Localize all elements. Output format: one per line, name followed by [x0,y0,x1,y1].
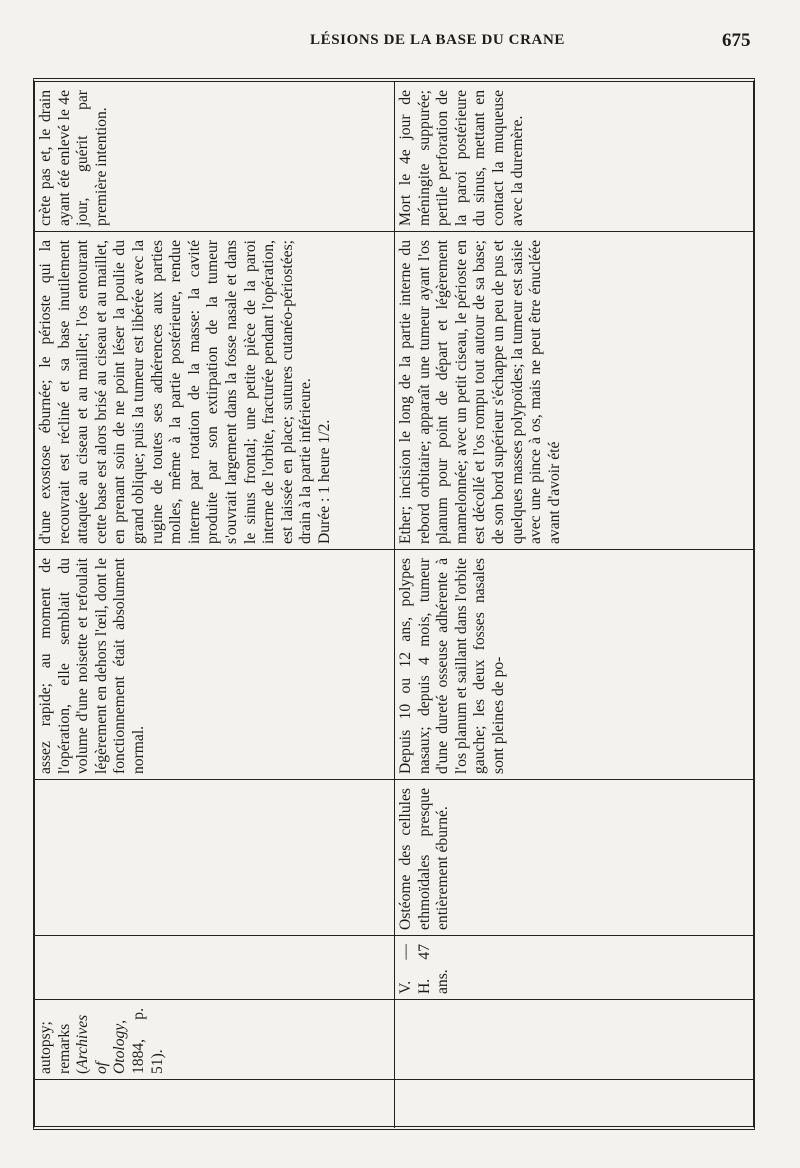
cell-case-lower [394,936,753,1000]
cell-source-lower [394,1000,753,1080]
source-text-a: autopsy; remarks ( [37,1021,92,1074]
cell-source-upper [35,1000,394,1080]
cell-case-upper [35,936,394,1000]
column-operation [35,232,753,550]
result-lower-text: Mort le 4e jour de méningite suppurée; pertile perforation de la paroi postérieure du sinus, mettant en contact la muqueuse avec la duremère. [397,90,526,226]
cell-result-lower [394,82,753,232]
cell-result-upper [35,82,394,232]
source-upper-text [37,1008,167,1074]
column-result [35,82,753,232]
page-number: 675 [722,30,751,51]
column-case [35,936,753,1000]
result-upper-text: crète pas et, le drain ayant été enlevé le 4e jour, guérit par première intention. [37,90,110,226]
column-empty [35,1080,753,1128]
running-header [0,30,800,60]
cell-symptoms-lower [394,550,753,780]
diagnosis-lower-text: Ostéome des cellules ethmoïdales presque entièrement éburné. [397,788,452,930]
operation-upper-text: d'une exostose éburnée; le périoste qui la recouvrait est récliné et sa base inutilement attaquée au ciseau et au maillet; l'os entourant cette base est alors brisé au ciseau et au maillet, en prenant soin de ne point léser la poulie du grand oblique; puis la tumeur est libérée avec la rugine de toutes ses adhérences aux parties molles, même à la partie postérieure, rendue interne par rotation de la masse: la cavité produite par son extirpation de la tumeur s'ouvrait largement dans la fosse nasale et dans le sinus frontal; une petite pièce de la paroi interne de l'orbite, fracturée pendant l'opération, est laissée en place; sutures cutanéo-périostées; drain à la partie inférieure. [37,240,315,544]
column-symptoms [35,550,753,780]
cell-empty-lower [394,1080,753,1128]
cell-diagnosis-lower [394,780,753,936]
operation-duration: Durée : 1 heure 1/2. [315,419,333,544]
operation-lower-text: Ether; incision le long de la partie interne du rebord orbitaire; apparaît une tumeur ayant l'os planum pour point de départ et légèrement mamelonnée; avec un petit ciseau, le périoste en est décollé et l'os rompu tout autour de sa base; de son bord supérieur s'échappe un peu de pus et quelques masses polypoïdes; la tumeur est saisie avec une pince à os, mais ne peut être énucléée avant d'avoir été [397,240,563,544]
case-lower-text: V. — H. 47 ans. [397,944,452,994]
column-diagnosis [35,780,753,936]
cell-operation-upper [35,232,394,550]
running-title: LÉSIONS DE LA BASE DU CRANE [310,32,566,48]
cell-operation-lower [394,232,753,550]
symptoms-upper-text: assez rapide; au moment de l'opération, elle semblait du volume d'une noisette et refoulait légèrement en dehors l'œil, dont le fonctionnement était absolument normal. [37,558,147,774]
source-text-b: , 1884, p. 51). [111,1008,166,1074]
rotated-table [33,78,755,1130]
cell-symptoms-upper [35,550,394,780]
column-source [35,1000,753,1080]
symptoms-lower-text: Depuis 10 ou 12 ans, polypes nasaux; depuis 4 mois, tumeur d'une dureté osseuse adhérente à l'os planum et saillant dans l'orbite gauche; les deux fosses nasales sont pleines de po- [397,558,507,774]
source-journal: Archives of Otology [74,1014,129,1074]
cell-empty-upper [35,1080,394,1128]
cell-diagnosis-upper [35,780,394,936]
